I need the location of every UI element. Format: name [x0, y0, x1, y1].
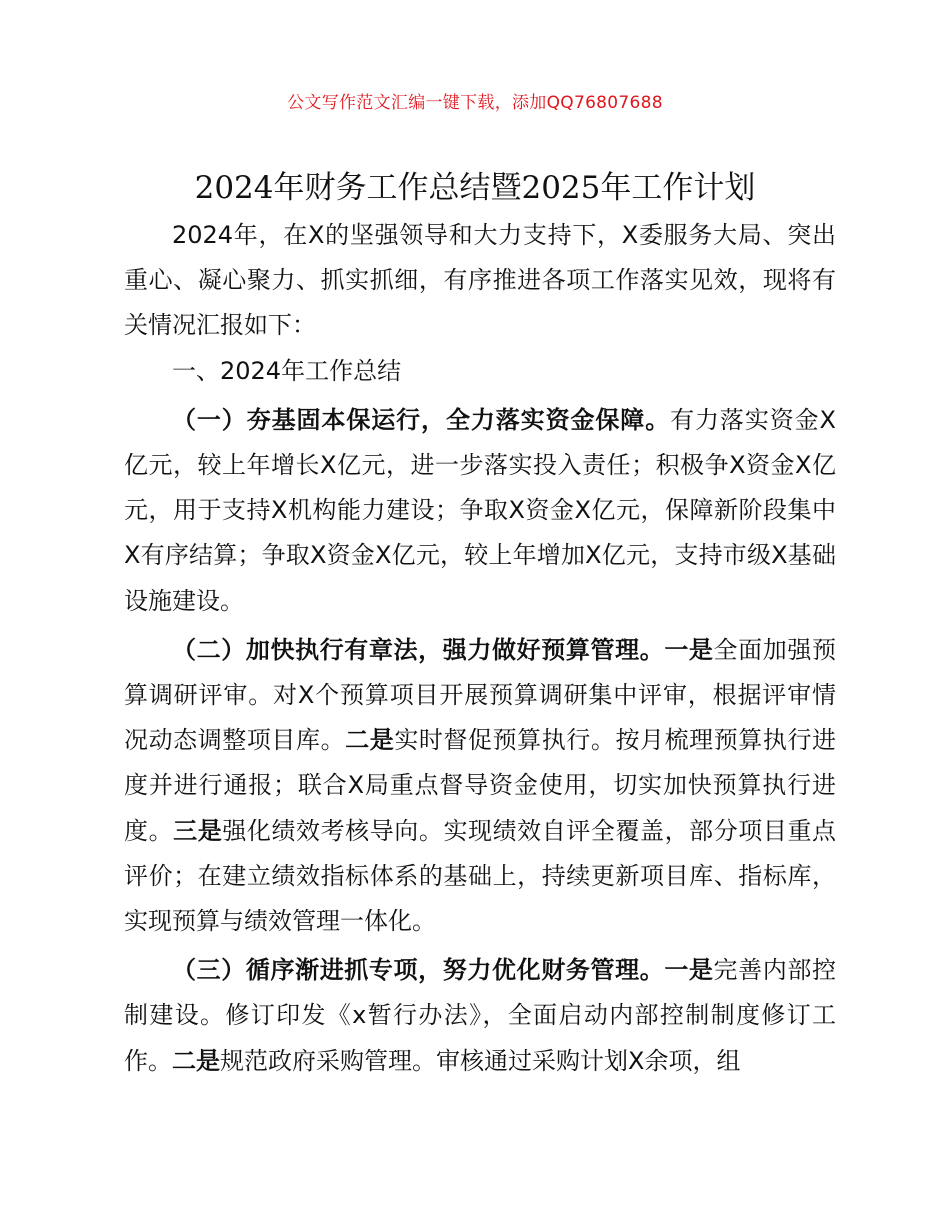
document-title: 2024年财务工作总结暨2025年工作计划 — [194, 170, 756, 206]
paragraph-3-text-1: 完善内部控制建设。修订印发《x暂行办法》，全面启动内部控制制度修订工作。 — [124, 956, 837, 1075]
paragraph-3 — [124, 948, 836, 1084]
paragraph-2-text-2: 实时督促预算执行。按月梳理预算执行进度并进行通报；联合X局重点督导资金使用，切实加快预算执行进度。 — [124, 726, 837, 845]
paragraph-3-heading: （三）循序渐进抓专项，努力优化财务管理。 — [172, 956, 665, 985]
section-heading: 一、2024年工作总结 — [172, 356, 402, 385]
paragraph-1-text: 有力落实资金X亿元，较上年增长X亿元，进一步落实投入责任；积极争X资金X亿元，用于支持X机构能力建设；争取X资金X亿元，保障新阶段集中X有序结算；争取X资金X亿元，较上年增加X亿元，支持市级X基础设施建设。 — [124, 405, 837, 615]
paragraph-2-text-3: 强化绩效考核导向。实现绩效自评全覆盖，部分项目重点评价；在建立绩效指标体系的基础上，持续更新项目库、指标库，实现预算与绩效管理一体化。 — [124, 816, 837, 936]
paragraph-2 — [124, 628, 836, 944]
paragraph-3-lead-1: 一是 — [664, 956, 714, 985]
paragraph-2-lead-2: 二是 — [345, 726, 395, 755]
paragraph-2-text-1: 全面加强预算调研评审。对X个预算项目开展预算调研集中评审，根据评审情况动态调整项目库。 — [124, 635, 837, 755]
intro-paragraph: 2024年，在X的坚强领导和大力支持下，X委服务大局、突出重心、凝心聚力、抓实抓细，有序推进各项工作落实见效，现将有关情况汇报如下： — [124, 221, 836, 340]
paragraph-3-text-2: 规范政府采购管理。审核通过采购计划X余项，组 — [220, 1046, 741, 1075]
paragraph-2-heading: （二）加快执行有章法，强力做好预算管理。 — [172, 635, 665, 664]
paragraph-1-heading: （一）夯基固本保运行，全力落实资金保障。 — [172, 405, 671, 434]
watermark-banner[interactable]: 公文写作范文汇编一键下载，添加QQ76807688 — [287, 93, 663, 113]
paragraph-3-lead-2: 二是 — [172, 1046, 220, 1075]
paragraph-2-lead-3: 三是 — [173, 816, 223, 845]
paragraph-1 — [124, 398, 836, 624]
paragraph-2-lead-1: 一是 — [664, 635, 714, 664]
document-body — [124, 213, 836, 1084]
